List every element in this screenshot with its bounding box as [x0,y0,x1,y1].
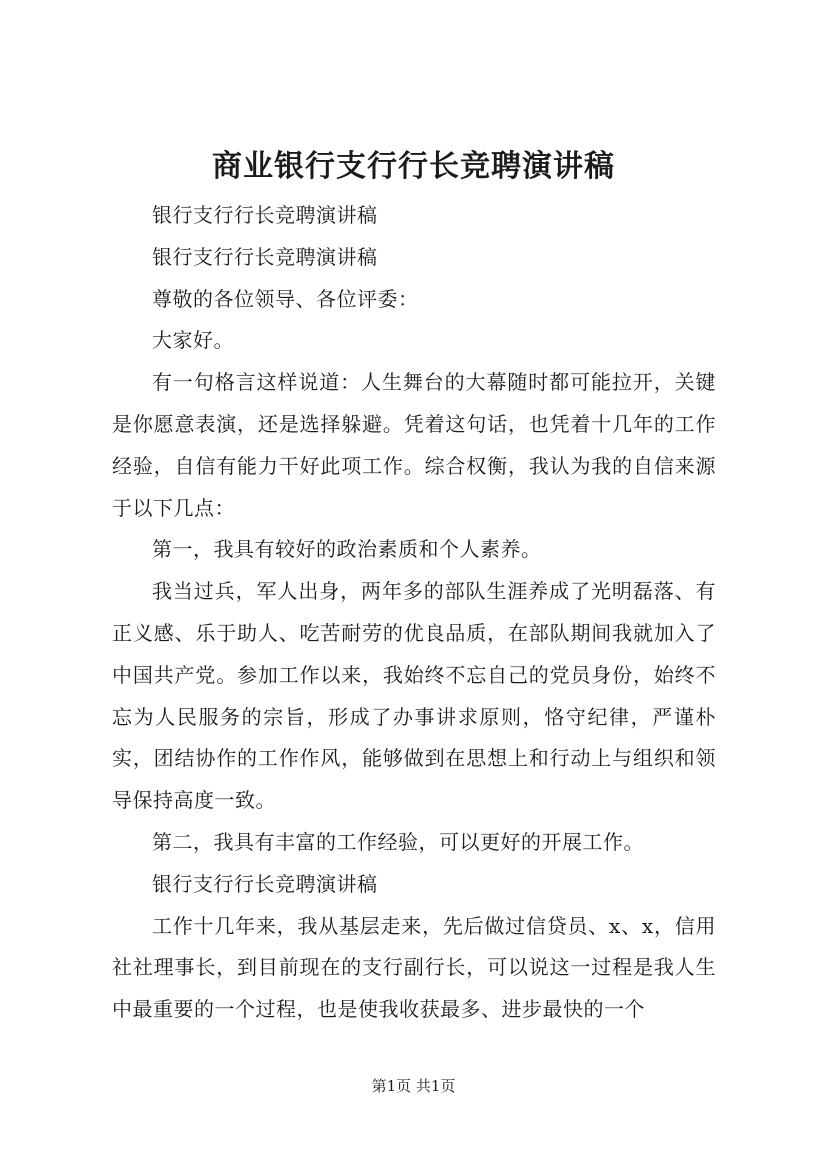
paragraph: 尊敬的各位领导、各位评委： [152,286,419,311]
paragraph: 我当过兵，军人出身，两年多的部队生涯养成了光明磊落、有正义感、乐于助人、吃苦耐劳的优良品质，在部队期间我就加入了中国共产党。参加工作以来，我始终不忘自己的党员身份，始终不忘为人民服务的宗旨，形成了办事讲求原则，恪守纪律，严谨朴实，团结协作的工作作风，能够做到在思想上和行动上与组织和领导保持高度一致。 [112,579,716,813]
paragraph: 第二，我具有丰富的工作经验，可以更好的开展工作。 [152,829,644,854]
document-body [112,195,716,1031]
paragraph: 第一，我具有较好的政治素质和个人素养。 [152,537,542,562]
document-title: 商业银行支行行长竞聘演讲稿 [212,149,615,184]
paragraph: 银行支行行长竞聘演讲稿 [152,244,378,269]
paragraph: 有一句格言这样说道：人生舞台的大幕随时都可能拉开，关键是你愿意表演，还是选择躲避。凭着这句话，也凭着十几年的工作经验，自信有能力干好此项工作。综合权衡，我认为我的自信来源于以下几点： [112,370,716,520]
page-number-footer: 第1页 共1页 [371,1077,456,1095]
paragraph: 大家好。 [152,328,234,353]
paragraph: 银行支行行长竞聘演讲稿 [152,203,378,227]
paragraph: 银行支行行长竞聘演讲稿 [152,871,378,896]
paragraph: 工作十几年来，我从基层走来，先后做过信贷员、x、x，信用社社理事长，到目前现在的支行副行长，可以说这一过程是我人生中最重要的一个过程，也是使我收获最多、进步最快的一个 [112,913,716,1022]
